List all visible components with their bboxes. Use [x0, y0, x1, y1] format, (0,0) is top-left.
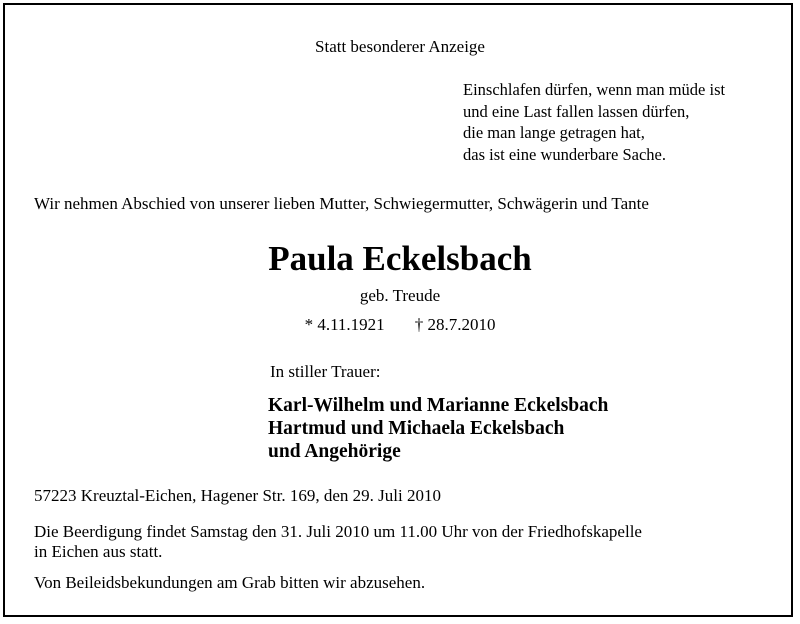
- birth-name: geb. Treude: [359, 286, 441, 305]
- deceased-name: Paula Eckelsbach: [268, 239, 532, 278]
- death-date: † 28.7.2010: [414, 315, 496, 334]
- mourner-line: Hartmud und Michaela Eckelsbach: [268, 418, 565, 439]
- mourners-list: [268, 394, 608, 463]
- mourner-line: und Angehörige: [268, 441, 401, 462]
- quote-line: die man lange getragen hat,: [463, 123, 645, 142]
- notice-heading: Statt besonderer Anzeige: [315, 37, 485, 56]
- quote-line: und eine Last fallen lassen dürfen,: [463, 101, 690, 121]
- intro-text: Wir nehmen Abschied von unserer lieben Mutter, Schwiegermutter, Schwägerin und Tante: [34, 194, 649, 213]
- quote-line: Einschlafen dürfen, wenn man müde ist: [463, 80, 726, 99]
- condolence-note: Von Beileidsbekundungen am Grab bitten wir abzusehen.: [34, 573, 426, 592]
- funeral-info: [34, 522, 642, 562]
- place-date: 57223 Kreuztal-Eichen, Hagener Str. 169, den 29. Juli 2010: [34, 486, 441, 505]
- life-dates: [0, 314, 800, 335]
- birth-date: * 4.11.1921: [304, 315, 385, 334]
- quote-line: das ist eine wunderbare Sache.: [463, 144, 666, 164]
- funeral-line: in Eichen aus statt.: [34, 542, 163, 561]
- funeral-line: Die Beerdigung findet Samstag den 31. Juli 2010 um 11.00 Uhr von der Friedhofskapelle: [34, 522, 642, 541]
- poem-quote: [463, 79, 725, 165]
- mourner-line: Karl-Wilhelm und Marianne Eckelsbach: [268, 395, 609, 416]
- mourning-label: In stiller Trauer:: [270, 362, 381, 381]
